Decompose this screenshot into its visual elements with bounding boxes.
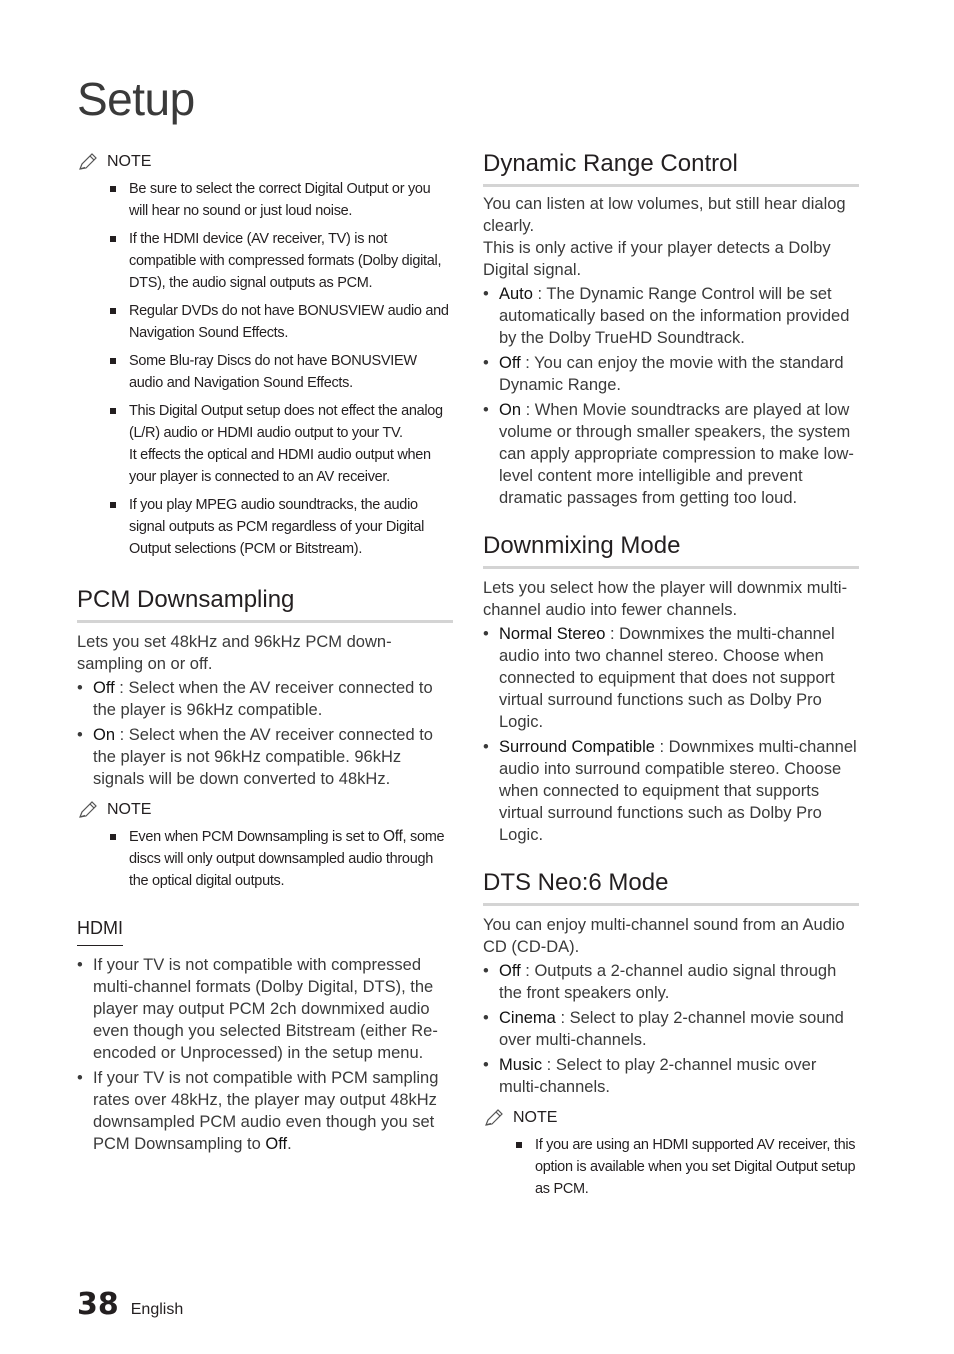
- option-list: [483, 623, 859, 846]
- note-header: [483, 1106, 859, 1130]
- section-intro: This is only active if your player detects a Dolby Digital signal.: [483, 239, 831, 279]
- option-item: [483, 736, 859, 846]
- note-text: Even when PCM Downsampling is set to: [129, 829, 384, 845]
- note-header: [77, 798, 453, 822]
- note-list: [77, 178, 453, 560]
- option-term: Auto: [499, 285, 533, 303]
- option-list: [77, 677, 453, 790]
- option-term: Cinema: [499, 1009, 556, 1027]
- option-item: [77, 677, 453, 721]
- page-number: 38: [77, 1287, 119, 1322]
- option-term: Surround Compatible: [499, 738, 655, 756]
- option-term: On: [499, 401, 522, 419]
- option-item: [77, 724, 453, 790]
- option-list: [483, 283, 859, 509]
- option-term: Normal Stereo: [499, 625, 606, 643]
- option-item: [483, 623, 859, 733]
- note-item-text: This Digital Output setup does not effect the analog (L/R) audio or HDMI audio output to your TV.: [129, 403, 443, 441]
- section-intro: You can enjoy multi-channel sound from an Audio CD (CD-DA).: [483, 916, 845, 956]
- option-term: Off: [499, 354, 521, 372]
- note-label: NOTE: [107, 153, 152, 170]
- option-item: [483, 399, 859, 509]
- section-heading-dynamic-range-control: Dynamic Range Control: [483, 150, 859, 187]
- section-intro: Lets you set 48kHz and 96kHz PCM down-sampling on or off.: [77, 633, 392, 673]
- option-item: [483, 1007, 859, 1051]
- page-footer: [77, 1287, 183, 1322]
- note-list: [77, 826, 453, 892]
- note-item: If you play MPEG audio soundtracks, the audio signal outputs as PCM regardless of your Digital Output selections (PCM or Bitstream).: [107, 494, 453, 560]
- option-text: : Select when the AV receiver connected to the player is not 96kHz compatible. 96kHz signals will be down converted to 48kHz.: [93, 726, 433, 788]
- option-text: : The Dynamic Range Control will be set automatically based on the information provided by the Dolby TrueHD Soundtrack.: [499, 285, 850, 347]
- pencil-note-icon: [77, 152, 99, 172]
- option-term: On: [93, 726, 116, 744]
- note-header: [77, 150, 453, 174]
- note-item: If the HDMI device (AV receiver, TV) is not compatible with compressed formats (Dolby digital, DTS), the audio signal outputs as PCM.: [107, 228, 453, 294]
- page-language: English: [130, 1301, 184, 1318]
- note-item-text-continued: It effects the optical and HDMI audio output when your player is connected to an AV receiver.: [129, 447, 431, 485]
- section-intro: Lets you select how the player will downmix multi-channel audio into fewer channels.: [483, 579, 848, 619]
- page-title: Setup: [77, 73, 195, 125]
- hdmi-item-term: Off: [265, 1135, 288, 1153]
- option-term: Off: [93, 679, 115, 697]
- left-column: [77, 150, 453, 1158]
- option-term: Music: [499, 1056, 543, 1074]
- hdmi-item: • If your TV is not compatible with compressed multi-channel formats (Dolby Digital, DTS), the player may output PCM 2ch downmixed audio even though you selected Bitstream (either Re-encoded or Unprocessed) in the setup menu.: [77, 954, 453, 1064]
- option-item: [483, 283, 859, 349]
- option-text: : When Movie soundtracks are played at low volume or through smaller speakers, the system can apply appropriate compression to make low-level content more intelligible and prevent dramatic passages from getting too loud.: [499, 401, 854, 507]
- note-item: Be sure to select the correct Digital Output or you will hear no sound or just loud noise.: [107, 178, 453, 222]
- option-text: : Downmixes multi-channel audio into surround compatible stereo. Choose when connected to equipment that supports virtual surround functions such as Dolby Pro Logic.: [499, 738, 857, 844]
- section-intro: You can listen at low volumes, but still hear dialog clearly.: [483, 195, 846, 235]
- note-item: If you are using an HDMI supported AV receiver, this option is available when you set Digital Output setup as PCM.: [513, 1134, 859, 1200]
- option-text: : Downmixes the multi-channel audio into two channel stereo. Choose when connected to equipment that does not support virtual surround functions such as Dolby Pro Logic.: [499, 625, 835, 731]
- right-column: [483, 150, 859, 1206]
- note-item: Some Blu-ray Discs do not have BONUSVIEW audio and Navigation Sound Effects.: [107, 350, 453, 394]
- note-text: , some discs will only output downsampled audio through the optical digital outputs.: [129, 829, 445, 889]
- hdmi-item: [77, 1067, 453, 1155]
- option-item: [483, 352, 859, 396]
- section-heading-pcm-downsampling: PCM Downsampling: [77, 586, 453, 623]
- pencil-note-icon: [77, 800, 99, 820]
- note-label: NOTE: [513, 1109, 558, 1126]
- section-heading-downmixing-mode: Downmixing Mode: [483, 532, 859, 569]
- note-item: Regular DVDs do not have BONUSVIEW audio and Navigation Sound Effects.: [107, 300, 453, 344]
- option-text: : Outputs a 2-channel audio signal through the front speakers only.: [499, 962, 837, 1002]
- option-text: : Select when the AV receiver connected to the player is 96kHz compatible.: [93, 679, 433, 719]
- note-term: Off: [383, 828, 403, 845]
- option-text: : Select to play 2-channel music over multi-channels.: [499, 1056, 817, 1096]
- option-item: [483, 960, 859, 1004]
- hdmi-item-text: If your TV is not compatible with PCM sampling rates over 48kHz, the player may output 48kHz downsampled PCM audio even though you set PCM Downsampling to: [93, 1069, 439, 1153]
- option-term: Off: [499, 962, 521, 980]
- subsection-heading-hdmi: HDMI: [77, 918, 123, 946]
- note-list: [483, 1134, 859, 1200]
- note-item: [107, 400, 453, 488]
- pencil-note-icon: [483, 1108, 505, 1128]
- hdmi-item-text: .: [287, 1135, 292, 1153]
- note-label: NOTE: [107, 801, 152, 818]
- hdmi-list: [77, 954, 453, 1155]
- option-list: [483, 960, 859, 1098]
- section-heading-dts-neo6-mode: DTS Neo:6 Mode: [483, 869, 859, 906]
- option-text: : You can enjoy the movie with the standard Dynamic Range.: [499, 354, 844, 394]
- note-item: [107, 826, 453, 892]
- option-item: [483, 1054, 859, 1098]
- option-text: : Select to play 2-channel movie sound over multi-channels.: [499, 1009, 844, 1049]
